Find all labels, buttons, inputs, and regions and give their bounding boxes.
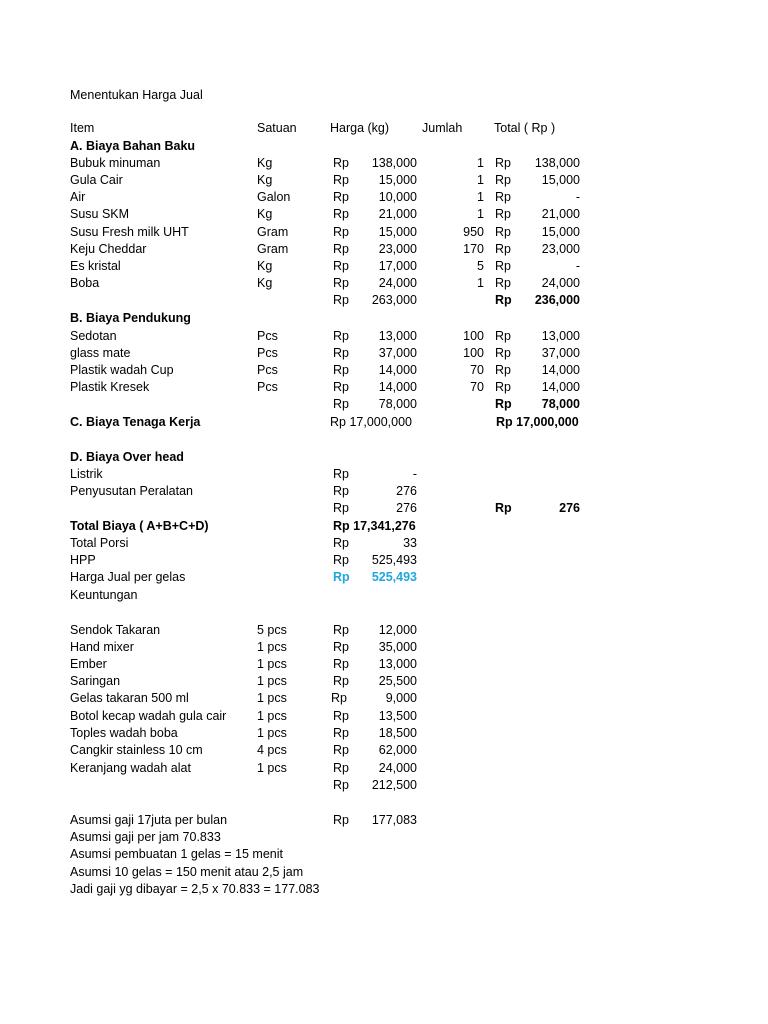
header-total: Total ( Rp )	[494, 121, 556, 135]
row-harga: 17,000	[378, 259, 417, 273]
equipment-harga: 25,500	[378, 674, 417, 688]
table-row	[0, 276, 768, 293]
list-item	[0, 726, 768, 743]
subtotal-rp-total: Rp	[495, 501, 512, 515]
subtotal-harga: 263,000	[371, 293, 417, 307]
row-jumlah: 170	[463, 242, 484, 256]
row-satuan: Pcs	[257, 346, 278, 360]
keuntungan-row	[0, 588, 768, 605]
row-satuan: Kg	[257, 276, 273, 290]
list-item	[0, 709, 768, 726]
row-jumlah: 1	[477, 276, 484, 290]
row-harga: 15,000	[378, 173, 417, 187]
row-harga: 13,000	[378, 329, 417, 343]
header-row	[0, 121, 768, 138]
equipment-satuan: 1 pcs	[257, 709, 287, 723]
table-row	[0, 173, 768, 190]
row-rp-harga: Rp	[333, 190, 349, 204]
row-harga: 14,000	[378, 363, 417, 377]
row-rp-harga: Rp	[333, 276, 349, 290]
list-item	[0, 657, 768, 674]
row-total: -	[575, 190, 580, 204]
row-item: glass mate	[70, 346, 131, 360]
equipment-rp: Rp	[333, 743, 349, 757]
table-row	[0, 329, 768, 346]
row-item: Susu Fresh milk UHT	[70, 225, 189, 239]
equipment-harga: 24,000	[378, 761, 417, 775]
row-harga: 24,000	[378, 276, 417, 290]
section-a-subtotal-row	[0, 293, 768, 310]
equipment-harga: 35,000	[378, 640, 417, 654]
section-b-title: B. Biaya Pendukung	[70, 311, 191, 325]
gaji-bulan-label: Asumsi gaji 17juta per bulan	[70, 813, 228, 827]
row-rp-total: Rp	[495, 242, 511, 256]
total-porsi-row	[0, 536, 768, 553]
row-rp-total: Rp	[495, 207, 511, 221]
row-satuan: Kg	[257, 259, 273, 273]
row-rp-total: Rp	[495, 190, 511, 204]
row-rp-total: Rp	[495, 329, 511, 343]
row-item: Sedotan	[70, 329, 117, 343]
section-d-title-row	[0, 450, 768, 467]
gaji-bulan-row	[0, 813, 768, 830]
row-harga: 37,000	[378, 346, 417, 360]
subtotal-total: 236,000	[534, 293, 580, 307]
row-rp-harga: Rp	[333, 346, 349, 360]
row-rp-harga: Rp	[333, 225, 349, 239]
equipment-rp: Rp	[333, 640, 349, 654]
equipment-satuan: 1 pcs	[257, 691, 287, 705]
hpp-value: 525,493	[371, 553, 417, 567]
row-satuan: Kg	[257, 173, 273, 187]
equipment-item: Gelas takaran 500 ml	[70, 691, 189, 705]
row-harga: 14,000	[378, 380, 417, 394]
subtotal-rp-harga: Rp	[333, 501, 349, 515]
equipment-satuan: 1 pcs	[257, 761, 287, 775]
row-jumlah: 100	[463, 329, 484, 343]
hpp-rp: Rp	[333, 553, 349, 567]
table-row	[0, 380, 768, 397]
row-rp-harga: Rp	[333, 467, 349, 481]
section-c-row	[0, 415, 768, 432]
table-row	[0, 156, 768, 173]
equipment-harga: 9,000	[385, 691, 417, 705]
subtotal-rp-harga: Rp	[333, 397, 349, 411]
row-jumlah: 1	[477, 190, 484, 204]
row-rp-total: Rp	[495, 276, 511, 290]
table-row	[0, 346, 768, 363]
row-jumlah: 70	[470, 380, 484, 394]
row-item: Air	[70, 190, 86, 204]
row-rp-harga: Rp	[333, 156, 349, 170]
total-biaya-value: Rp 17,341,276	[333, 519, 416, 533]
row-total: 13,000	[541, 329, 580, 343]
note-line	[0, 865, 768, 882]
row-satuan: Gram	[257, 242, 289, 256]
row-total: 15,000	[541, 225, 580, 239]
row-satuan: Pcs	[257, 329, 278, 343]
hpp-label: HPP	[70, 553, 96, 567]
table-row	[0, 363, 768, 380]
row-item: Boba	[70, 276, 100, 290]
section-d-title: D. Biaya Over head	[70, 450, 184, 464]
equipment-item: Toples wadah boba	[70, 726, 178, 740]
equipment-item: Cangkir stainless 10 cm	[70, 743, 203, 757]
row-satuan: Pcs	[257, 363, 278, 377]
row-jumlah: 1	[477, 156, 484, 170]
row-total: -	[575, 259, 580, 273]
equipment-rp: Rp	[333, 623, 349, 637]
row-rp-total: Rp	[495, 380, 511, 394]
gaji-bulan-value: 177,083	[371, 813, 417, 827]
row-jumlah: 70	[470, 363, 484, 377]
note-text: Jadi gaji yg dibayar = 2,5 x 70.833 = 177.083	[70, 882, 320, 896]
row-rp-harga: Rp	[333, 207, 349, 221]
equipment-satuan: 1 pcs	[257, 640, 287, 654]
row-rp-harga: Rp	[333, 380, 349, 394]
equipment-satuan: 5 pcs	[257, 623, 287, 637]
equipment-harga: 13,000	[378, 657, 417, 671]
table-row	[0, 207, 768, 224]
harga-jual-value: 525,493	[371, 570, 417, 584]
subtotal-rp-harga: Rp	[333, 293, 349, 307]
equipment-item: Saringan	[70, 674, 121, 688]
row-item: Listrik	[70, 467, 103, 481]
equipment-item: Ember	[70, 657, 107, 671]
row-rp-harga: Rp	[333, 329, 349, 343]
header-satuan: Satuan	[257, 121, 297, 135]
row-harga: 10,000	[378, 190, 417, 204]
section-b-title-row	[0, 311, 768, 328]
row-harga: 23,000	[378, 242, 417, 256]
gaji-bulan-rp: Rp	[333, 813, 349, 827]
equipment-rp: Rp	[333, 709, 349, 723]
row-harga: -	[412, 467, 417, 481]
equipment-item: Keranjang wadah alat	[70, 761, 191, 775]
note-text: Asumsi pembuatan 1 gelas = 15 menit	[70, 847, 283, 861]
row-rp-harga: Rp	[333, 484, 349, 498]
equipment-item: Botol kecap wadah gula cair	[70, 709, 227, 723]
row-item: Keju Cheddar	[70, 242, 147, 256]
subtotal-rp-total: Rp	[495, 293, 512, 307]
row-rp-harga: Rp	[333, 173, 349, 187]
subtotal-total: 78,000	[541, 397, 580, 411]
list-item	[0, 743, 768, 760]
row-item: Penyusutan Peralatan	[70, 484, 194, 498]
row-jumlah: 1	[477, 207, 484, 221]
row-total: 138,000	[534, 156, 580, 170]
row-rp-total: Rp	[495, 346, 511, 360]
header-jumlah: Jumlah	[422, 121, 463, 135]
subtotal-harga: 276	[396, 501, 417, 515]
equipment-rp: Rp	[333, 674, 349, 688]
section-c-total: Rp 17,000,000	[496, 415, 579, 429]
total-biaya-row	[0, 519, 768, 536]
section-a-title: A. Biaya Bahan Baku	[70, 139, 196, 153]
row-total: 15,000	[541, 173, 580, 187]
total-porsi-rp: Rp	[333, 536, 349, 550]
row-item: Gula Cair	[70, 173, 123, 187]
row-harga: 276	[396, 484, 417, 498]
equipment-harga: 12,000	[378, 623, 417, 637]
section-d-subtotal-row	[0, 501, 768, 518]
row-item: Es kristal	[70, 259, 121, 273]
row-rp-total: Rp	[495, 156, 511, 170]
equipment-satuan: 4 pcs	[257, 743, 287, 757]
header-item: Item	[70, 121, 95, 135]
row-jumlah: 1	[477, 173, 484, 187]
harga-jual-row	[0, 570, 768, 587]
section-c-title: C. Biaya Tenaga Kerja	[70, 415, 201, 429]
equipment-rp: Rp	[333, 761, 349, 775]
harga-jual-label: Harga Jual per gelas	[70, 570, 186, 584]
row-total: 21,000	[541, 207, 580, 221]
equipment-harga: 18,500	[378, 726, 417, 740]
row-rp-total: Rp	[495, 225, 511, 239]
hpp-row	[0, 553, 768, 570]
row-rp-harga: Rp	[333, 242, 349, 256]
equipment-rp: Rp	[333, 726, 349, 740]
row-item: Plastik Kresek	[70, 380, 150, 394]
equipment-harga: 13,500	[378, 709, 417, 723]
row-satuan: Pcs	[257, 380, 278, 394]
list-item	[0, 761, 768, 778]
table-row	[0, 225, 768, 242]
row-satuan: Galon	[257, 190, 291, 204]
page-title: Menentukan Harga Jual	[70, 88, 203, 102]
list-item	[0, 691, 768, 708]
row-harga: 15,000	[378, 225, 417, 239]
table-row	[0, 467, 768, 484]
total-porsi-value: 33	[403, 536, 417, 550]
equipment-item: Sendok Takaran	[70, 623, 161, 637]
list-item	[0, 640, 768, 657]
row-satuan: Kg	[257, 207, 273, 221]
equipment-item: Hand mixer	[70, 640, 134, 654]
table-row	[0, 259, 768, 276]
row-harga: 21,000	[378, 207, 417, 221]
table-row	[0, 242, 768, 259]
row-item: Plastik wadah Cup	[70, 363, 174, 377]
section-a-title-row	[0, 139, 768, 156]
subtotal-rp-total: Rp	[495, 397, 512, 411]
row-satuan: Kg	[257, 156, 273, 170]
harga-jual-rp: Rp	[333, 570, 350, 584]
row-total: 23,000	[541, 242, 580, 256]
row-rp-total: Rp	[495, 363, 511, 377]
row-jumlah: 5	[477, 259, 484, 273]
row-jumlah: 950	[463, 225, 484, 239]
equipment-rp: Rp	[331, 691, 347, 705]
note-line	[0, 847, 768, 864]
table-row	[0, 484, 768, 501]
list-item	[0, 623, 768, 640]
total-porsi-label: Total Porsi	[70, 536, 129, 550]
row-rp-total: Rp	[495, 259, 511, 273]
row-total: 24,000	[541, 276, 580, 290]
header-harga: Harga (kg)	[330, 121, 390, 135]
note-line	[0, 882, 768, 899]
row-total: 14,000	[541, 363, 580, 377]
subtotal-harga: 78,000	[378, 397, 417, 411]
equipment-subtotal-rp: Rp	[333, 778, 349, 792]
row-total: 14,000	[541, 380, 580, 394]
note-line	[0, 830, 768, 847]
total-biaya-label: Total Biaya ( A+B+C+D)	[70, 519, 209, 533]
equipment-satuan: 1 pcs	[257, 674, 287, 688]
equipment-satuan: 1 pcs	[257, 657, 287, 671]
row-item: Susu SKM	[70, 207, 130, 221]
row-total: 37,000	[541, 346, 580, 360]
row-rp-harga: Rp	[333, 363, 349, 377]
equipment-subtotal-row	[0, 778, 768, 795]
note-text: Asumsi gaji per jam 70.833	[70, 830, 221, 844]
table-row	[0, 190, 768, 207]
list-item	[0, 674, 768, 691]
subtotal-total: 276	[559, 501, 580, 515]
equipment-subtotal: 212,500	[371, 778, 417, 792]
row-satuan: Gram	[257, 225, 289, 239]
equipment-satuan: 1 pcs	[257, 726, 287, 740]
section-b-subtotal-row	[0, 397, 768, 414]
row-jumlah: 100	[463, 346, 484, 360]
keuntungan-label: Keuntungan	[70, 588, 138, 602]
row-rp-harga: Rp	[333, 259, 349, 273]
equipment-rp: Rp	[333, 657, 349, 671]
section-c-harga: Rp 17,000,000	[330, 415, 413, 429]
row-harga: 138,000	[371, 156, 417, 170]
equipment-harga: 62,000	[378, 743, 417, 757]
note-text: Asumsi 10 gelas = 150 menit atau 2,5 jam	[70, 865, 304, 879]
row-rp-total: Rp	[495, 173, 511, 187]
row-item: Bubuk minuman	[70, 156, 161, 170]
